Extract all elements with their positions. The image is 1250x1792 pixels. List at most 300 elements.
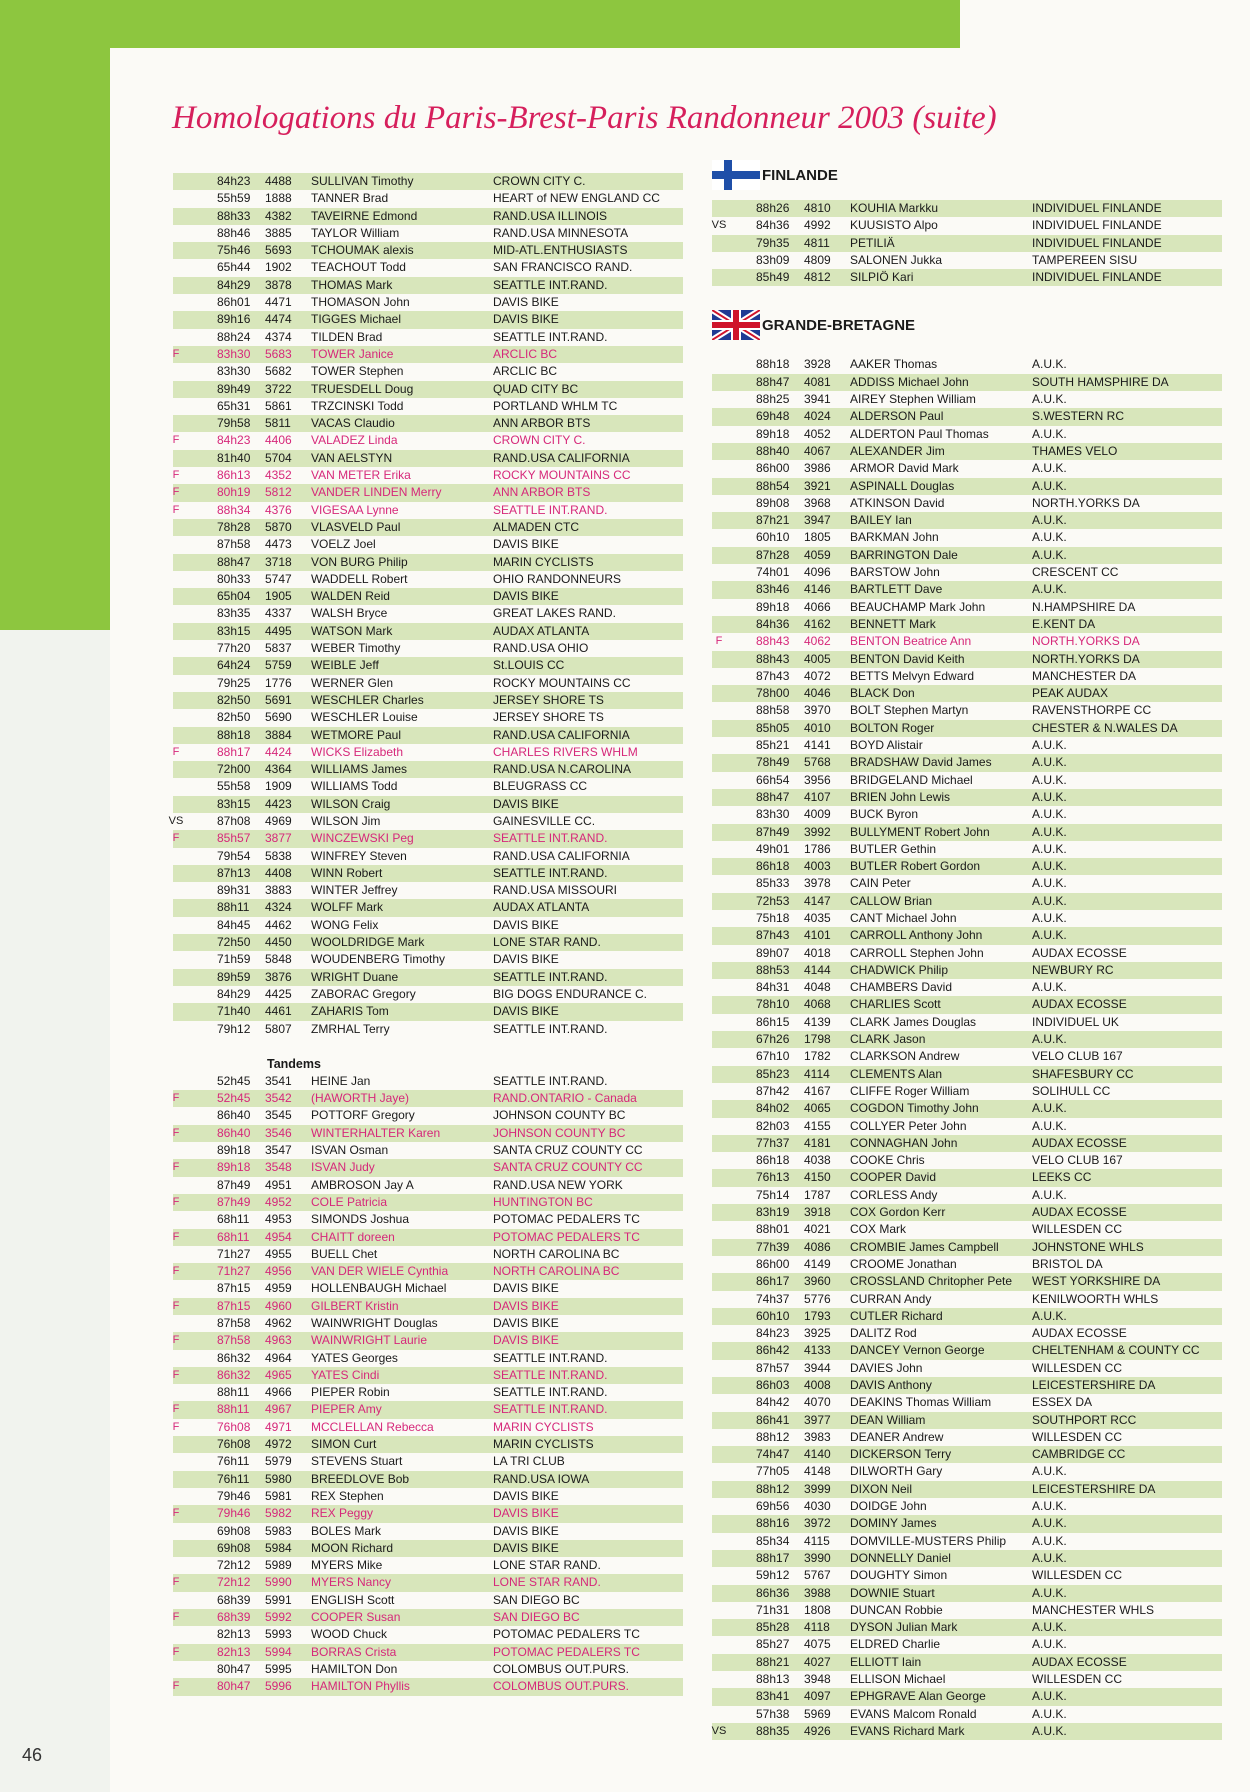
table-row [712, 910, 1222, 927]
row-name: THOMASON John [311, 295, 410, 310]
row-number: 4144 [804, 962, 831, 977]
row-number: 3541 [265, 1073, 292, 1088]
row-number: 4096 [804, 565, 831, 580]
row-club: RAND.USA IOWA [493, 1471, 590, 1486]
table-row [173, 363, 683, 380]
row-name: TOWER Stephen [311, 364, 404, 379]
row-name: CHADWICK Philip [850, 962, 949, 977]
row-club: SAN DIEGO BC [493, 1592, 580, 1607]
row-number: 3999 [804, 1481, 831, 1496]
row-time: 76h08 [217, 1437, 251, 1452]
row-number: 3885 [265, 225, 292, 240]
row-time: 86h42 [756, 1343, 790, 1358]
row-number: 3921 [804, 478, 831, 493]
row-time: 88h46 [217, 225, 251, 240]
table-row [712, 841, 1222, 858]
row-name: ZMRHAL Terry [311, 1021, 390, 1036]
row-number: 5838 [265, 848, 292, 863]
row-number: 4139 [804, 1014, 831, 1029]
table-row [712, 495, 1222, 512]
row-number: 1805 [804, 530, 831, 545]
table-row [173, 484, 683, 501]
country-heading: GRANDE-BRETAGNE [762, 316, 916, 334]
row-club: A.U.K. [1032, 772, 1067, 787]
row-name: MYERS Mike [311, 1558, 383, 1573]
results-list-finlande [712, 200, 1222, 286]
row-name: (HAWORTH Jaye) [311, 1091, 410, 1106]
table-row [712, 1567, 1222, 1584]
table-row [712, 685, 1222, 702]
row-name: WILLIAMS Todd [311, 779, 398, 794]
row-club: HEART of NEW ENGLAND CC [493, 191, 660, 206]
row-club: A.U.K. [1032, 789, 1067, 804]
row-number: 4115 [804, 1533, 830, 1548]
row-number: 4959 [265, 1281, 292, 1296]
table-row [173, 605, 683, 622]
row-number: 5995 [265, 1661, 292, 1676]
row-club: ALMADEN CTC [493, 519, 580, 534]
table-row [173, 709, 683, 726]
table-row [173, 1211, 683, 1228]
table-row [173, 623, 683, 640]
row-club: A.U.K. [1032, 1585, 1067, 1600]
row-name: ALDERSON Paul [850, 409, 944, 424]
row-club: BIG DOGS ENDURANCE C. [493, 986, 648, 1001]
row-name: BOLES Mark [311, 1523, 382, 1538]
row-number: 3970 [804, 703, 831, 718]
row-name: POTTORF Gregory [311, 1108, 415, 1123]
row-time: 85h21 [756, 738, 790, 753]
row-marker: F [172, 1507, 180, 1520]
row-name: BARTLETT Dave [850, 582, 943, 597]
row-time: 75h46 [217, 243, 251, 258]
table-row [168, 813, 683, 830]
row-name: BULLYMENT Robert John [850, 824, 990, 839]
row-club: SOUTHPORT RCC [1032, 1412, 1137, 1427]
table-row [712, 789, 1222, 806]
row-number: 4461 [265, 1004, 292, 1019]
row-time: 87h15 [217, 1298, 251, 1313]
table-row [712, 945, 1222, 962]
row-time: 88h17 [756, 1550, 790, 1565]
row-club: RAND.USA CALIFORNIA [493, 450, 630, 465]
table-row [173, 1090, 683, 1107]
row-time: 68h11 [217, 1212, 250, 1227]
row-name: BRADSHAW David James [850, 755, 992, 770]
row-time: 86h13 [217, 468, 251, 483]
row-marker: F [172, 1334, 180, 1347]
row-time: 88h47 [756, 789, 790, 804]
row-time: 80h33 [217, 571, 251, 586]
row-club: DAVIS BIKE [493, 1540, 559, 1555]
row-time: 82h13 [217, 1644, 251, 1659]
row-time: 72h12 [217, 1575, 251, 1590]
green-header-band [0, 0, 960, 48]
row-name: DOMINY James [850, 1516, 937, 1531]
row-time: 82h50 [217, 710, 251, 725]
row-time: 86h36 [756, 1585, 790, 1600]
row-number: 5984 [265, 1540, 292, 1555]
row-number: 4972 [265, 1437, 292, 1452]
row-number: 3878 [265, 277, 292, 292]
row-club: SANTA CRUZ COUNTY CC [493, 1143, 643, 1158]
row-time: 79h12 [217, 1021, 251, 1036]
row-name: REX Peggy [311, 1506, 374, 1521]
row-time: 88h24 [217, 329, 251, 344]
table-row [173, 1436, 683, 1453]
row-time: 68h39 [217, 1610, 251, 1625]
row-name: CLARKSON Andrew [850, 1049, 960, 1064]
table-row [173, 225, 683, 242]
table-row [173, 432, 683, 449]
row-number: 4967 [265, 1402, 292, 1417]
row-time: 86h18 [756, 859, 790, 874]
row-club: BRISTOL DA [1032, 1256, 1103, 1271]
row-name: ELDRED Charlie [850, 1637, 941, 1652]
row-time: 78h28 [217, 519, 251, 534]
table-row [712, 1688, 1222, 1705]
row-club: A.U.K. [1032, 478, 1067, 493]
row-time: 80h47 [217, 1661, 251, 1676]
table-row [173, 1505, 683, 1522]
row-time: 85h05 [756, 720, 790, 735]
row-number: 5989 [265, 1558, 292, 1573]
row-name: BETTS Melvyn Edward [850, 668, 975, 683]
row-name: ALDERTON Paul Thomas [850, 426, 989, 441]
row-number: 3928 [804, 357, 831, 372]
row-time: 84h29 [217, 277, 251, 292]
row-number: 4811 [804, 235, 830, 250]
table-row [173, 848, 683, 865]
row-marker: F [172, 503, 180, 516]
row-club: POTOMAC PEDALERS TC [493, 1229, 640, 1244]
table-row [173, 1419, 683, 1436]
table-row [712, 1221, 1222, 1238]
row-name: SALONEN Jukka [850, 252, 943, 267]
row-number: 4005 [804, 651, 831, 666]
table-row [173, 986, 683, 1003]
row-club: LA TRI CLUB [493, 1454, 565, 1469]
row-time: 89h18 [217, 1143, 251, 1158]
row-time: 89h59 [217, 969, 251, 984]
row-time: 78h00 [756, 686, 790, 701]
table-row [173, 259, 683, 276]
row-time: 87h49 [756, 824, 790, 839]
row-marker: F [172, 1126, 180, 1139]
row-club: SAN DIEGO BC [493, 1610, 580, 1625]
row-number: 4971 [265, 1419, 292, 1434]
row-time: 86h15 [756, 1014, 790, 1029]
table-row [712, 1308, 1222, 1325]
row-time: 89h07 [756, 945, 790, 960]
row-club: INDIVIDUEL FINLANDE [1032, 270, 1162, 285]
row-club: A.U.K. [1032, 980, 1067, 995]
row-club: RAND.USA CALIFORNIA [493, 727, 630, 742]
row-number: 4425 [265, 986, 292, 1001]
row-marker: F [172, 1576, 180, 1589]
row-club: QUAD CITY BC [493, 381, 579, 396]
row-name: WADDELL Robert [311, 571, 408, 586]
table-row [712, 599, 1222, 616]
row-number: 1776 [265, 675, 292, 690]
row-club: A.U.K. [1032, 1533, 1067, 1548]
row-time: 66h54 [756, 772, 790, 787]
row-number: 4101 [804, 928, 831, 943]
table-row [173, 571, 683, 588]
row-time: 76h11 [217, 1471, 250, 1486]
row-name: HEINE Jan [311, 1073, 371, 1088]
row-marker: F [172, 832, 180, 845]
row-time: 81h40 [217, 450, 251, 465]
row-number: 3992 [804, 824, 831, 839]
row-club: DAVIS BIKE [493, 1298, 559, 1313]
table-row [173, 242, 683, 259]
row-number: 4495 [265, 623, 292, 638]
row-name: BUCK Byron [850, 807, 919, 822]
row-club: A.U.K. [1032, 513, 1067, 528]
row-name: VALADEZ Linda [311, 433, 398, 448]
row-name: WALDEN Reid [311, 589, 390, 604]
table-row [173, 1298, 683, 1315]
row-name: ELLIOTT Iain [850, 1654, 922, 1669]
table-row [173, 899, 683, 916]
row-time: 89h18 [756, 426, 790, 441]
table-row [173, 1229, 683, 1246]
row-number: 4423 [265, 796, 292, 811]
row-time: 83h15 [217, 796, 251, 811]
row-name: TRZCINSKI Todd [311, 398, 404, 413]
row-marker: F [172, 1680, 180, 1693]
row-club: SEATTLE INT.RAND. [493, 865, 608, 880]
row-time: 60h10 [756, 1308, 790, 1323]
row-club: NEWBURY RC [1032, 962, 1114, 977]
row-time: 88h35 [756, 1723, 790, 1738]
table-row [712, 581, 1222, 598]
row-club: A.U.K. [1032, 582, 1067, 597]
row-club: THAMES VELO [1032, 443, 1118, 458]
row-name: TAVEIRNE Edmond [311, 208, 418, 223]
row-time: 85h34 [756, 1533, 790, 1548]
row-number: 4009 [804, 807, 831, 822]
row-club: N.HAMPSHIRE DA [1032, 599, 1136, 614]
table-row [712, 478, 1222, 495]
table-row [173, 1246, 683, 1263]
row-time: 72h50 [217, 935, 251, 950]
row-time: 83h46 [756, 582, 790, 597]
row-club: RAND.USA ILLINOIS [493, 208, 608, 223]
row-time: 88h12 [756, 1429, 790, 1444]
row-name: COOPER David [850, 1170, 937, 1185]
row-name: DAVIES John [850, 1360, 923, 1375]
row-name: CHAMBERS David [850, 980, 953, 995]
row-club: CHELTENHAM & COUNTY CC [1032, 1343, 1200, 1358]
row-name: CROSSLAND Chritopher Pete [850, 1274, 1013, 1289]
row-number: 3977 [804, 1412, 831, 1427]
row-club: JOHNSTONE WHLS [1032, 1239, 1144, 1254]
row-name: DEANER Andrew [850, 1429, 944, 1444]
row-marker: F [172, 1299, 180, 1312]
row-name: ENGLISH Scott [311, 1592, 395, 1607]
row-time: 77h37 [756, 1135, 790, 1150]
row-number: 5747 [265, 571, 292, 586]
table-row [712, 1360, 1222, 1377]
row-number: 5690 [265, 710, 292, 725]
row-time: 88h53 [756, 962, 790, 977]
row-number: 3986 [804, 461, 831, 476]
row-number: 4953 [265, 1212, 292, 1227]
union-jack-flag-icon [712, 310, 760, 340]
row-number: 4148 [804, 1464, 831, 1479]
row-time: 88h21 [756, 1654, 790, 1669]
row-marker: VS [711, 219, 727, 232]
row-club: MID-ATL.ENTHUSIASTS [493, 243, 628, 258]
row-time: 71h31 [756, 1602, 790, 1617]
row-name: CLARK James Douglas [850, 1014, 977, 1029]
table-row [712, 1135, 1222, 1152]
row-time: 76h13 [756, 1170, 790, 1185]
row-number: 3983 [804, 1429, 831, 1444]
row-marker: VS [168, 814, 184, 827]
row-number: 4960 [265, 1298, 292, 1313]
table-row [712, 702, 1222, 719]
row-time: 71h27 [217, 1246, 251, 1261]
table-row [173, 778, 683, 795]
row-number: 3944 [804, 1360, 831, 1375]
row-club: A.U.K. [1032, 824, 1067, 839]
row-time: 55h59 [217, 191, 251, 206]
row-club: CAMBRIDGE CC [1032, 1447, 1126, 1462]
table-row [173, 951, 683, 968]
row-time: 85h33 [756, 876, 790, 891]
row-time: 84h42 [756, 1395, 790, 1410]
row-club: MARIN CYCLISTS [493, 554, 594, 569]
row-time: 72h12 [217, 1558, 251, 1573]
row-time: 88h25 [756, 392, 790, 407]
table-row [173, 917, 683, 934]
table-row [173, 1332, 683, 1349]
row-club: DAVIS BIKE [493, 537, 559, 552]
table-row [712, 1515, 1222, 1532]
row-name: VAN METER Erika [311, 468, 411, 483]
row-name: THOMAS Mark [311, 277, 393, 292]
row-number: 1808 [804, 1602, 831, 1617]
row-number: 4963 [265, 1333, 292, 1348]
row-name: CARROLL Stephen John [850, 945, 984, 960]
row-time: 85h28 [756, 1620, 790, 1635]
row-number: 4474 [265, 312, 292, 327]
row-number: 4488 [265, 174, 292, 188]
row-club: DAVIS BIKE [493, 1004, 559, 1019]
row-time: 88h01 [756, 1222, 790, 1237]
row-time: 87h49 [217, 1194, 251, 1209]
row-name: WILSON Jim [311, 813, 381, 828]
row-time: 88h12 [756, 1481, 790, 1496]
row-number: 1902 [265, 260, 292, 275]
row-marker: F [172, 1230, 180, 1243]
row-club: MANCHESTER DA [1032, 668, 1137, 683]
table-row [173, 640, 683, 657]
row-number: 4150 [804, 1170, 831, 1185]
row-name: VLASVELD Paul [311, 519, 401, 534]
row-name: CLEMENTS Alan [850, 1066, 943, 1081]
row-time: 88h11 [217, 1385, 250, 1400]
row-name: CLIFFE Roger William [850, 1083, 970, 1098]
row-name: WEIBLE Jeff [311, 658, 379, 673]
row-time: 84h31 [756, 980, 790, 995]
row-name: AAKER Thomas [850, 357, 938, 372]
row-name: DILWORTH Gary [850, 1464, 943, 1479]
tandems-heading: Tandems [267, 1056, 321, 1071]
row-time: 84h29 [217, 986, 251, 1001]
row-name: WILSON Craig [311, 796, 391, 811]
row-number: 5812 [265, 485, 292, 500]
row-club: A.U.K. [1032, 876, 1067, 891]
row-name: CONNAGHAN John [850, 1135, 958, 1150]
table-row [173, 450, 683, 467]
row-club: A.U.K. [1032, 1499, 1067, 1514]
table-row [712, 754, 1222, 771]
results-list-usa [168, 173, 683, 1038]
row-club: DAVIS BIKE [493, 917, 559, 932]
table-row [712, 1412, 1222, 1429]
row-club: SEATTLE INT.RAND. [493, 277, 608, 292]
table-row [712, 200, 1222, 217]
row-time: 88h18 [756, 357, 790, 372]
row-number: 4376 [265, 502, 292, 517]
row-time: 79h46 [217, 1488, 251, 1503]
row-name: DOIDGE John [850, 1499, 927, 1514]
table-row [173, 329, 683, 346]
table-row [712, 1256, 1222, 1273]
row-number: 4810 [804, 201, 831, 215]
row-club: SANTA CRUZ COUNTY CC [493, 1160, 643, 1175]
row-name: MOON Richard [311, 1540, 394, 1555]
row-time: 87h57 [756, 1360, 790, 1375]
row-time: 86h40 [217, 1125, 251, 1140]
table-row [173, 882, 683, 899]
row-number: 4008 [804, 1378, 831, 1392]
row-time: 88h13 [756, 1672, 790, 1687]
row-time: 65h04 [217, 589, 251, 604]
table-row [712, 858, 1222, 875]
row-club: NORTH CAROLINA BC [493, 1264, 620, 1279]
row-marker: F [172, 486, 180, 499]
row-club: LONE STAR RAND. [493, 1558, 601, 1573]
row-name: DONNELLY Daniel [850, 1550, 951, 1565]
row-marker: F [172, 469, 180, 482]
row-number: 3918 [804, 1205, 831, 1220]
row-number: 4038 [804, 1153, 831, 1168]
table-row [712, 1585, 1222, 1602]
table-row [173, 934, 683, 951]
row-name: DOWNIE Stuart [850, 1585, 935, 1600]
row-club: WILLESDEN CC [1032, 1360, 1123, 1375]
row-club: MARIN CYCLISTS [493, 1419, 594, 1434]
row-club: DAVIS BIKE [493, 796, 559, 811]
table-row [712, 1083, 1222, 1100]
row-name: WEBER Timothy [311, 641, 401, 656]
row-time: 79h46 [217, 1506, 251, 1521]
row-club: BLEUGRASS CC [493, 779, 588, 794]
row-name: ATKINSON David [850, 495, 945, 510]
row-number: 4059 [804, 547, 831, 562]
table-row [712, 1066, 1222, 1083]
table-row [173, 1107, 683, 1124]
row-name: CLARK Jason [850, 1032, 926, 1047]
row-name: EVANS Malcom Ronald [850, 1706, 977, 1721]
results-list-grande-bretagne [712, 356, 1222, 1740]
row-time: 88h43 [756, 651, 790, 666]
